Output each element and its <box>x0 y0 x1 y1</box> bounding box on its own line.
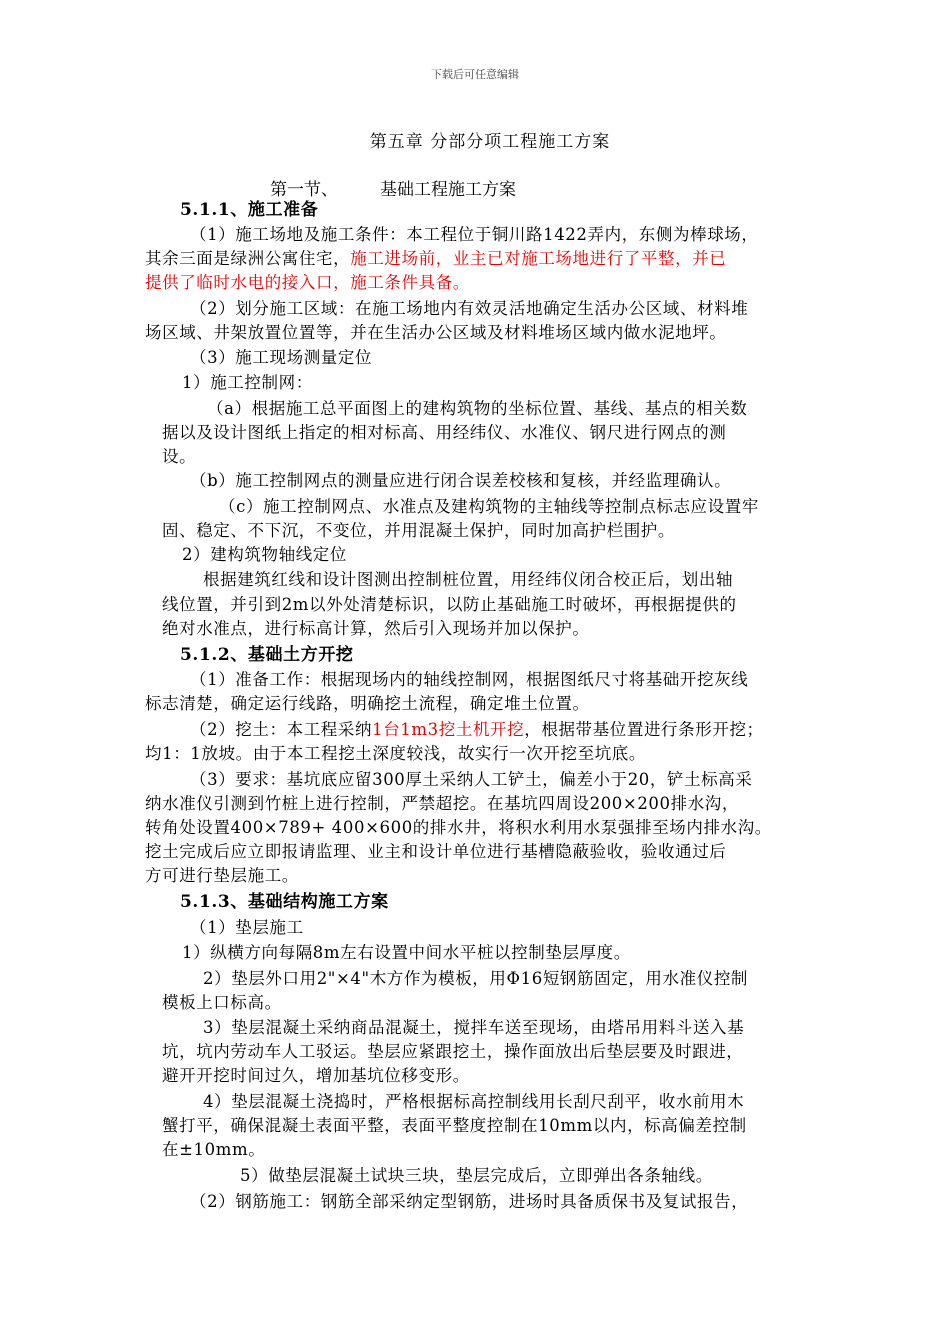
text-span: 5.1.2、基础土方开挖 <box>180 645 354 665</box>
text-span: ，根据带基位置进行条形开挖； <box>524 720 764 739</box>
text-span: （3）要求：基坑底应留300厚土采纳人工铲土，偏差小于20，铲土标高采 <box>190 770 753 789</box>
text-span: 坑，坑内劳动车人工驳运。垫层应紧跟挖土，操作面放出后垫层要及时跟进， <box>162 1042 744 1061</box>
chapter-title: 第五章 分部分项工程施工方案 <box>369 132 611 152</box>
text-line <box>162 593 737 617</box>
subsection-heading <box>180 643 354 667</box>
text-span: 5.1.3、基础结构施工方案 <box>180 892 389 912</box>
text-span: 据以及设计图纸上指定的相对标高、用经纬仪、水准仪、钢尺进行网点的测 <box>162 423 727 442</box>
text-span: （c）施工控制网点、水准点及建构筑物的主轴线等控制点标志应设置牢 <box>219 497 759 516</box>
text-span: 5）做垫层混凝土试块三块，垫层完成后，立即弹出各条轴线。 <box>240 1166 713 1185</box>
text-span: （b）施工控制网点的测量应进行闭合误差校核和复核，并经监理确认。 <box>190 471 732 490</box>
text-line <box>162 1040 743 1064</box>
text-line <box>162 617 590 641</box>
text-span: （1）垫层施工 <box>190 918 304 937</box>
text-span: （2）划分施工区域：在施工场地内有效灵活地确定生活办公区域、材料堆 <box>190 299 749 318</box>
text-line <box>190 1190 748 1214</box>
text-span: （1）施工场地及施工条件：本工程位于铜川路1422弄内，东侧为棒球场， <box>190 225 759 244</box>
text-line <box>145 792 739 816</box>
section-heading <box>270 175 516 200</box>
subsection-heading <box>180 890 389 914</box>
text-span: 1）纵横方向每隔8m左右设置中间水平桩以控制垫层厚度。 <box>182 943 631 962</box>
text-span: 线位置，并引到2m以外处清楚标识，以防止基础施工时破坏，再根据提供的 <box>162 595 737 614</box>
text-line <box>190 718 764 742</box>
text-line <box>190 469 731 493</box>
text-line <box>203 1090 744 1114</box>
highlighted-text: 提供了临时水电的接入口，施工条件具备。 <box>145 273 470 292</box>
text-line <box>145 840 726 864</box>
text-span: 3）垫层混凝土采纳商品混凝土，搅拌车送至现场，由塔吊用料斗送入基 <box>203 1018 745 1037</box>
text-span: （1）准备工作：根据现场内的轴线控制网，根据图纸尺寸将基础开挖灰线 <box>190 670 749 689</box>
text-span: 设。 <box>162 447 197 466</box>
text-span: 转角处设置400×789+ 400×600的排水井，将积水利用水泵强排至场内排水沟。 <box>145 818 772 837</box>
section-title: 基础工程施工方案 <box>380 180 516 200</box>
text-line <box>162 991 282 1015</box>
text-span: 方可进行垫层施工。 <box>145 866 299 885</box>
text-line <box>240 1164 713 1188</box>
text-line <box>162 421 726 445</box>
text-span: 其余三面是绿洲公寓住宅， <box>145 249 351 268</box>
text-span: （2）钢筋施工：钢筋全部采纳定型钢筋，进场时具备质保书及复试报告， <box>190 1192 749 1211</box>
text-span: （3）施工现场测量定位 <box>190 348 373 367</box>
text-line <box>182 941 631 965</box>
text-line <box>162 1138 265 1162</box>
text-span: 固、稳定、不下沉，不变位，并用混凝土保护，同时加高护栏围护。 <box>162 521 675 540</box>
text-line <box>162 1064 470 1088</box>
text-span: 绝对水准点，进行标高计算，然后引入现场并加以保护。 <box>162 619 590 638</box>
text-span: 蟹打平，确保混凝土表面平整，表面平整度控制在10mm以内，标高偏差控制 <box>162 1116 747 1135</box>
text-line <box>219 495 759 519</box>
text-line <box>190 916 304 940</box>
text-span: 纳水准仪引测到竹桩上进行控制，严禁超挖。在基坑四周设200×200排水沟， <box>145 794 740 813</box>
text-span: 均1：1放坡。由于本工程挖土深度较浅，故实行一次开挖至坑底。 <box>145 744 646 763</box>
text-line <box>145 692 590 716</box>
text-line <box>190 223 759 247</box>
text-line <box>190 768 753 792</box>
text-line <box>190 346 372 370</box>
text-span: 2）垫层外口用2"×4"木方作为模板，用Φ16短钢筋固定，用水准仪控制 <box>203 969 749 988</box>
text-line <box>207 397 748 421</box>
text-span: 2）建构筑物轴线定位 <box>182 545 347 564</box>
text-span: 1）施工控制网： <box>182 373 313 392</box>
text-span: 挖土完成后应立即报请监理、业主和设计单位进行基槽隐蔽验收，验收通过后 <box>145 842 727 861</box>
text-line <box>145 321 726 345</box>
text-span: 5.1.1、施工准备 <box>180 200 319 220</box>
text-line <box>145 247 726 271</box>
text-span: 4）垫层混凝土浇捣时，严格根据标高控制线用长刮尺刮平，收水前用木 <box>203 1092 745 1111</box>
text-line <box>162 445 196 469</box>
text-span: 标志清楚，确定运行线路，明确挖土流程，确定堆土位置。 <box>145 694 590 713</box>
text-span: 根据建筑红线和设计图测出控制桩位置，用经纬仪闭合校正后，划出轴 <box>203 570 734 589</box>
text-span: 模板上口标高。 <box>162 993 282 1012</box>
header-note: 下载后可任意编辑 <box>431 68 519 81</box>
subsection-heading <box>180 198 318 222</box>
highlighted-text: 施工进场前，业主已对施工场地进行了平整，并已 <box>350 249 727 268</box>
text-line <box>203 568 733 592</box>
text-span: 避开开挖时间过久，增加基坑位移变形。 <box>162 1066 470 1085</box>
text-line <box>162 1114 747 1138</box>
text-line <box>203 1016 744 1040</box>
text-span: （2）挖土：本工程采纳 <box>190 720 373 739</box>
section-number: 第一节、 <box>270 180 338 200</box>
text-span: 场区域、井架放置位置等，并在生活办公区域及材料堆场区域内做水泥地坪。 <box>145 323 727 342</box>
text-line <box>145 864 299 888</box>
text-line <box>190 668 748 692</box>
text-line <box>145 816 772 840</box>
text-span: 在±10mm。 <box>162 1140 266 1159</box>
text-line <box>203 967 748 991</box>
text-line <box>145 742 646 766</box>
text-line <box>190 297 748 321</box>
text-span: （a）根据施工总平面图上的建构筑物的坐标位置、基线、基点的相关数 <box>207 399 748 418</box>
text-line <box>162 519 675 543</box>
text-line <box>145 271 470 295</box>
highlighted-text: 1台1m3挖土机开挖 <box>372 720 525 739</box>
text-line <box>182 371 313 395</box>
text-line <box>182 543 347 567</box>
